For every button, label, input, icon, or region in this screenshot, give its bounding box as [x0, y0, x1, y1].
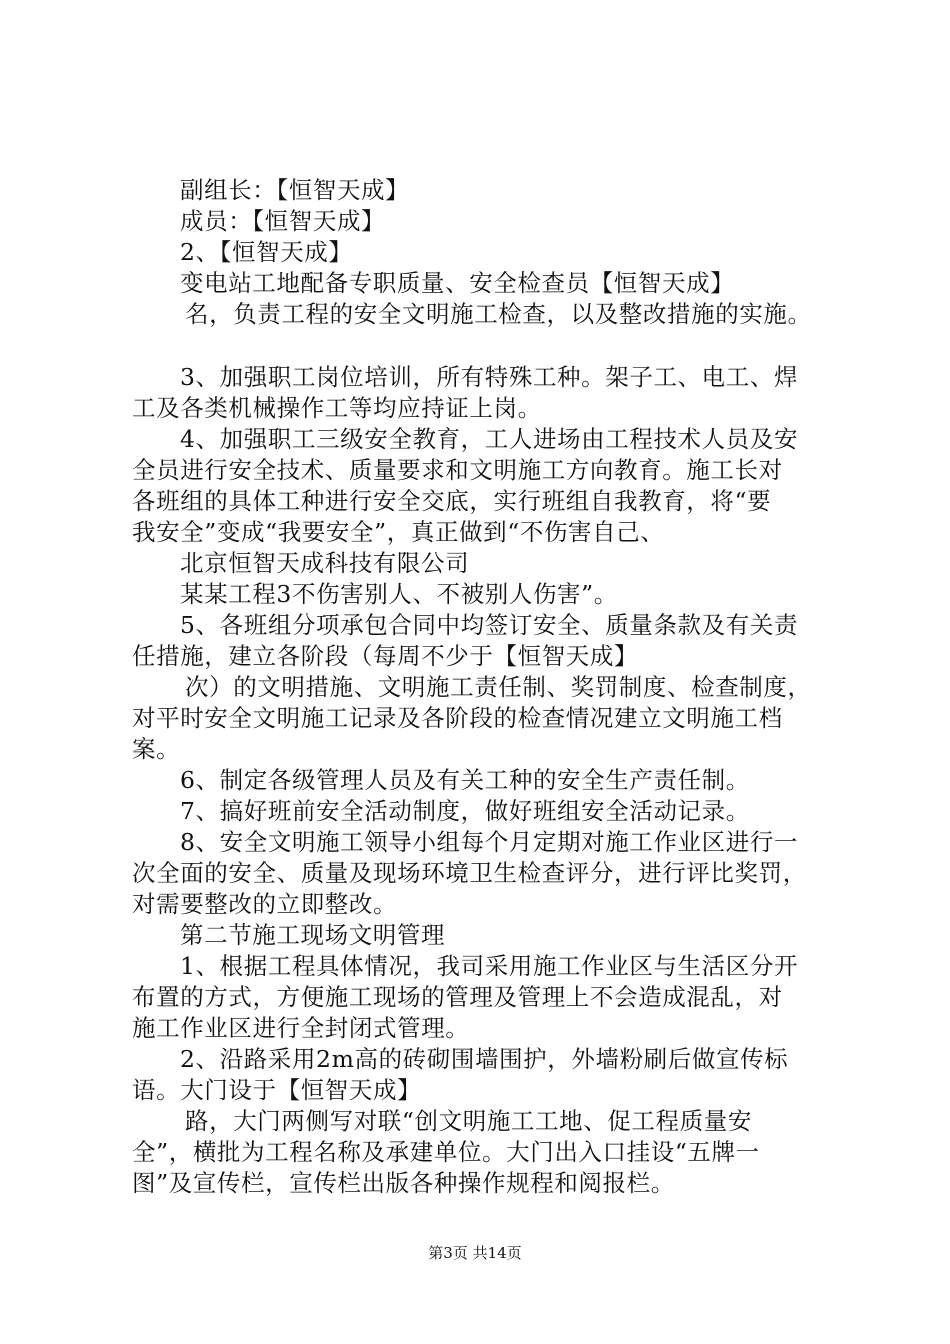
- text-line: 变电站工地配备专职质量、安全检查员【恒智天成】: [180, 269, 735, 297]
- text-line: 8、安全文明施工领导小组每个月定期对施工作业区进行一: [180, 828, 799, 856]
- text-line: 副组长：【恒智天成】: [180, 176, 410, 204]
- text-line: 北京恒智天成科技有限公司: [180, 549, 470, 577]
- text-line: 布置的方式，方便施工现场的管理及管理上不会造成混乱，对: [132, 983, 783, 1011]
- text-line: 某某工程3不伤害别人、不被别人伤害”。: [180, 580, 618, 608]
- text-line: 7、搞好班前安全活动制度，做好班组安全活动记录。: [180, 797, 750, 825]
- text-line: 案。: [132, 735, 181, 763]
- text-line: 对平时安全文明施工记录及各阶段的检查情况建立文明施工档: [132, 704, 783, 732]
- section-heading: 第二节施工现场文明管理: [180, 921, 446, 949]
- text-line: 我安全”变成“我要安全”，真正做到“不伤害自己、: [132, 518, 665, 546]
- text-line: 4、加强职工三级安全教育，工人进场由工程技术人员及安: [180, 425, 799, 453]
- text-line: 语。大门设于【恒智天成】: [132, 1076, 422, 1104]
- text-line: 名，负责工程的安全文明施工检查，以及整改措施的实施。: [185, 300, 812, 328]
- page-number-footer: 第3页 共14页: [428, 1244, 522, 1262]
- text-line: 3、加强职工岗位培训，所有特殊工种。架子工、电工、焊: [180, 363, 799, 391]
- text-line: 全”，横批为工程名称及承建单位。大门出入口挂设“五牌一: [132, 1138, 760, 1166]
- text-line: 图”及宣传栏，宣传栏出版各种操作规程和阅报栏。: [132, 1169, 675, 1197]
- text-line: 施工作业区进行全封闭式管理。: [132, 1014, 470, 1042]
- text-line: 对需要整改的立即整改。: [132, 890, 398, 918]
- text-line: 工及各类机械操作工等均应持证上岗。: [132, 394, 542, 422]
- text-line: 2、沿路采用2m高的砖砌围墙围护，外墙粉刷后做宣传标: [180, 1045, 789, 1073]
- text-line: 次全面的安全、质量及现场环境卫生检查评分，进行评比奖罚，: [132, 859, 807, 887]
- text-line: 5、各班组分项承包合同中均签订安全、质量条款及有关责: [180, 611, 799, 639]
- text-line: 任措施，建立各阶段（每周不少于【恒智天成】: [132, 642, 639, 670]
- text-line: 6、制定各级管理人员及有关工种的安全生产责任制。: [180, 766, 750, 794]
- text-line: 路，大门两侧写对联“创文明施工工地、促工程质量安: [185, 1107, 752, 1135]
- text-line: 2、【恒智天成】: [180, 238, 353, 266]
- text-line: 全员进行安全技术、质量要求和文明施工方向教育。施工长对: [132, 456, 783, 484]
- text-line: 1、根据工程具体情况，我司采用施工作业区与生活区分开: [180, 952, 799, 980]
- text-line: 各班组的具体工种进行安全交底，实行班组自我教育，将“要: [132, 487, 772, 515]
- text-line: 成员：【恒智天成】: [180, 207, 386, 235]
- text-line: 次）的文明措施、文明施工责任制、奖罚制度、检查制度，: [185, 673, 812, 701]
